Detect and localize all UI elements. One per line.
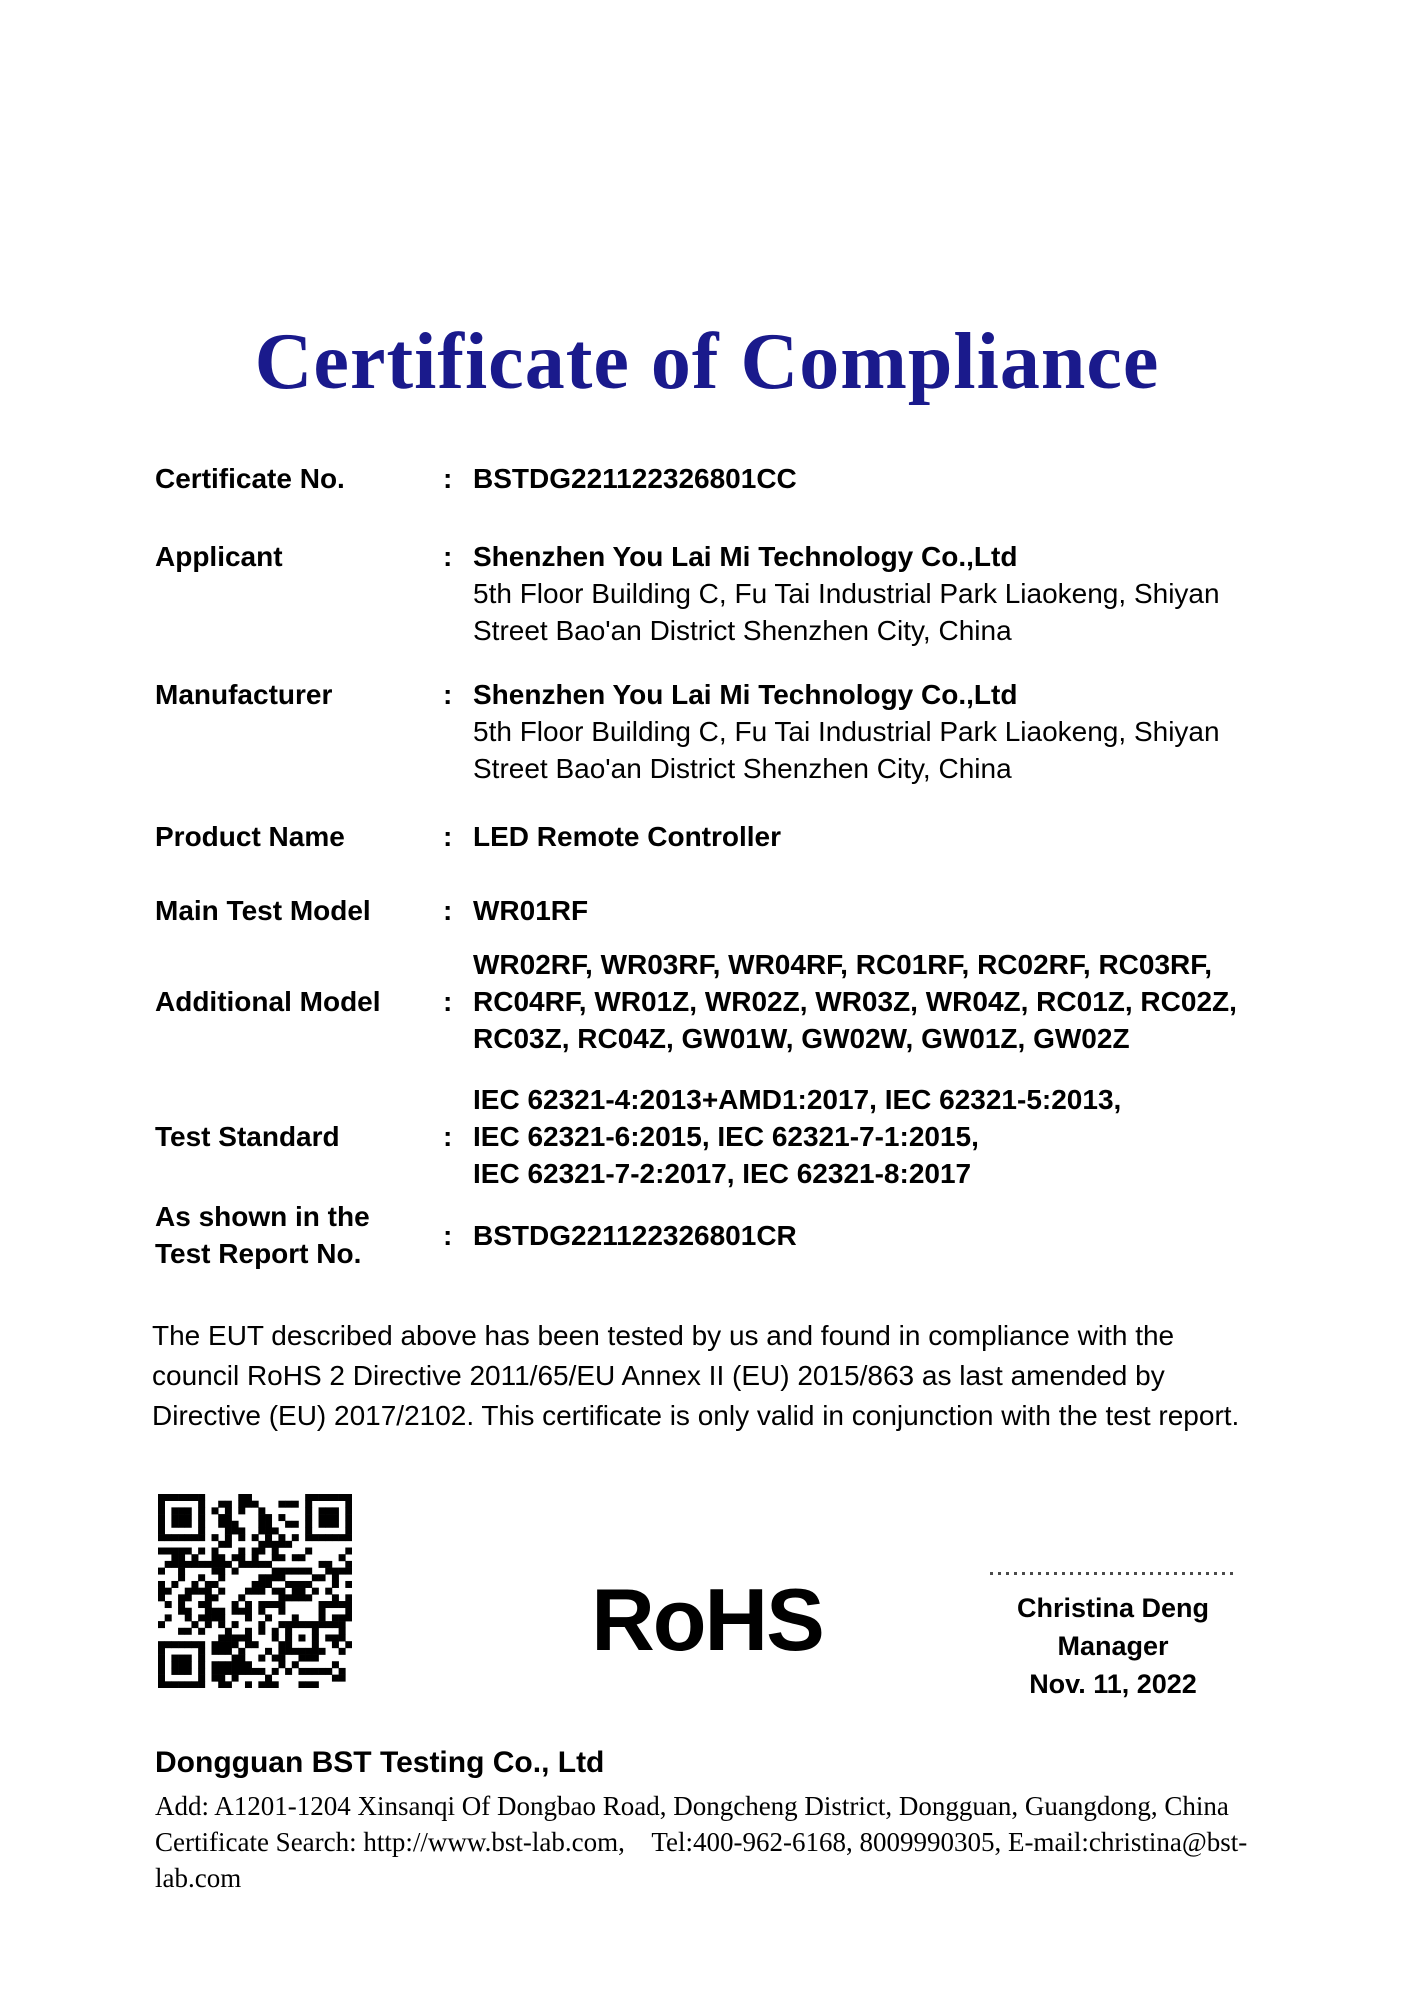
compliance-statement — [152, 1316, 1322, 1436]
field-label-line: As shown in the — [155, 1201, 370, 1232]
field-row-certificate-no — [155, 460, 1315, 497]
certificate-fields — [155, 460, 1315, 1272]
field-label-line: Test Report No. — [155, 1238, 362, 1269]
signatory-name: Christina Deng — [1016, 1593, 1210, 1623]
signatory-role: Manager — [1057, 1631, 1169, 1661]
signature-dotted-line — [990, 1572, 1236, 1575]
field-label: Test Standard — [155, 1121, 340, 1152]
manufacturer-address-line: Street Bao'an District Shenzhen City, China — [473, 753, 1012, 784]
field-colon: : — [443, 1121, 453, 1152]
field-colon: : — [443, 895, 453, 926]
field-label: Main Test Model — [155, 895, 371, 926]
field-colon: : — [443, 821, 453, 852]
manufacturer-name: Shenzhen You Lai Mi Technology Co.,Ltd — [473, 679, 1018, 710]
field-label: Manufacturer — [155, 679, 333, 710]
additional-model-line: RC04RF, WR01Z, WR02Z, WR03Z, WR04Z, RC01Z, RC02Z, — [473, 986, 1237, 1017]
product-name: LED Remote Controller — [473, 821, 782, 852]
field-label: Product Name — [155, 821, 345, 852]
field-value — [473, 538, 1315, 649]
test-report-number: BSTDG221122326801CR — [473, 1219, 797, 1251]
applicant-address-line: 5th Floor Building C, Fu Tai Industrial Park Liaokeng, Shiyan — [473, 578, 1220, 609]
signature-date: Nov. 11, 2022 — [1029, 1669, 1197, 1699]
field-value — [473, 892, 1315, 929]
field-row-main-test-model — [155, 892, 1315, 929]
statement-line: council RoHS 2 Directive 2011/65/EU Annex II (EU) 2015/863 as last amended by — [152, 1360, 1165, 1391]
field-colon: : — [443, 986, 453, 1017]
test-standard-line: IEC 62321-7-2:2017, IEC 62321-8:2017 — [473, 1158, 972, 1189]
field-row-test-report-no — [155, 1198, 1315, 1272]
test-standard-line: IEC 62321-6:2015, IEC 62321-7-1:2015, — [473, 1121, 979, 1152]
issuer-contact: Certificate Search: http://www.bst-lab.com, Tel:400-962-6168, 8009990305, E-mail:christina@bst-lab.com — [155, 1827, 1248, 1893]
issuer-footer — [155, 1744, 1315, 1896]
issuer-address: Add: A1201-1204 Xinsanqi Of Dongbao Road, Dongcheng District, Dongguan, Guangdong, China — [155, 1791, 1229, 1821]
field-label — [155, 1198, 443, 1272]
field-label: Applicant — [155, 541, 283, 572]
field-colon: : — [443, 463, 453, 494]
field-row-manufacturer — [155, 676, 1315, 787]
statement-line: The EUT described above has been tested by us and found in compliance with the — [152, 1320, 1175, 1351]
field-colon: : — [443, 679, 453, 710]
field-value — [473, 818, 1315, 855]
signature-block — [990, 1572, 1236, 1703]
rohs-mark: RoHS — [591, 1570, 823, 1669]
field-colon: : — [443, 1219, 453, 1251]
field-value — [473, 1081, 1315, 1192]
test-standard-line: IEC 62321-4:2013+AMD1:2017, IEC 62321-5:2013, — [473, 1084, 1122, 1115]
field-row-product-name — [155, 818, 1315, 855]
page-title: Certificate of Compliance — [254, 318, 1160, 406]
applicant-address-line: Street Bao'an District Shenzhen City, China — [473, 615, 1012, 646]
additional-model-line: RC03Z, RC04Z, GW01W, GW02W, GW01Z, GW02Z — [473, 1023, 1130, 1054]
field-row-test-standard — [155, 1081, 1315, 1192]
field-value — [473, 1217, 1315, 1254]
statement-line: Directive (EU) 2017/2102. This certificate is only valid in conjunction with the test report. — [152, 1400, 1240, 1431]
additional-model-line: WR02RF, WR03RF, WR04RF, RC01RF, RC02RF, RC03RF, — [473, 949, 1213, 980]
field-value — [473, 946, 1315, 1057]
manufacturer-address-line: 5th Floor Building C, Fu Tai Industrial Park Liaokeng, Shiyan — [473, 716, 1220, 747]
applicant-name: Shenzhen You Lai Mi Technology Co.,Ltd — [473, 541, 1018, 572]
field-value — [473, 460, 1315, 497]
field-row-additional-model — [155, 946, 1315, 1057]
certificate-number: BSTDG221122326801CC — [473, 463, 797, 494]
field-label: Certificate No. — [155, 463, 345, 494]
field-colon: : — [443, 541, 453, 572]
issuer-company-name: Dongguan BST Testing Co., Ltd — [155, 1746, 605, 1779]
main-test-model: WR01RF — [473, 895, 589, 926]
field-row-applicant — [155, 538, 1315, 649]
field-label: Additional Model — [155, 986, 381, 1017]
field-value — [473, 676, 1315, 787]
